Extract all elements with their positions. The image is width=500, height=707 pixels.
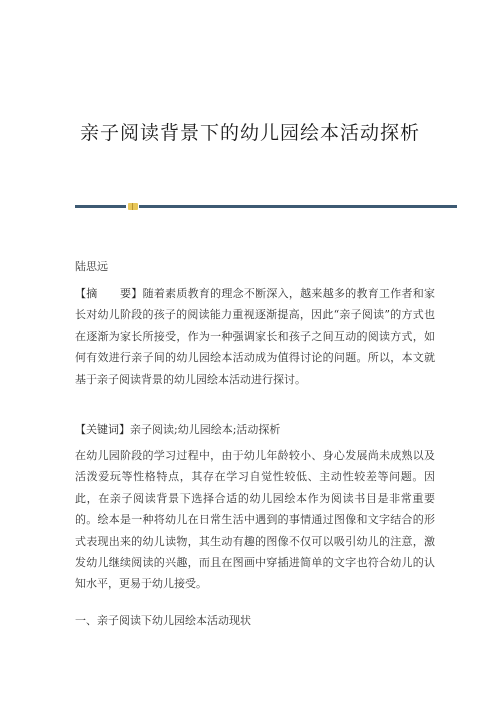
divider-bar-right	[139, 205, 457, 208]
book-icon	[128, 203, 138, 210]
keywords-line	[75, 419, 435, 440]
keywords-text: 亲子阅读;幼儿园绘本;活动探析	[130, 423, 281, 436]
divider-bar-left	[75, 205, 126, 208]
section-heading: 一、亲子阅读下幼儿园绘本活动现状	[75, 614, 251, 627]
document-title: 亲子阅读背景下的幼儿园绘本活动探析	[79, 122, 420, 144]
author-name: 陆思远	[75, 260, 108, 273]
body-paragraph: 在幼儿园阶段的学习过程中，由于幼儿年龄较小、身心发展尚未成熟以及活泼爱玩等性格特点，其存在学习自觉性较低、主动性较差等问题。因此，在亲子阅读背景下选择合适的幼儿园绘本作为阅读书目是非常重要的。绘本是一种将幼儿在日常生活中遇到的事情通过图像和文字结合的形式表现出来的幼儿读物，其生动有趣的图像不仅可以吸引幼儿的注意，激发幼儿继续阅读的兴趣，而且在图画中穿插进简单的文字也符合幼儿的认知水平，更易于幼儿接受。	[75, 449, 435, 591]
abstract-text: 随着素质教育的理念不断深入，越来越多的教育工作者和家长对幼儿阶段的孩子的阅读能力重视逐渐提高，因此“亲子阅读”的方式也在逐渐为家长所接受，作为一种强调家长和孩子之间互动的阅读方式，如何有效进行亲子间的幼儿园绘本活动成为值得讨论的问题。所以，本文就基于亲子阅读背景的幼儿园绘本活动进行探讨。	[75, 287, 436, 386]
abstract-label: 【摘 要】	[75, 287, 143, 300]
title-divider	[75, 203, 457, 209]
abstract-paragraph	[75, 283, 435, 390]
keywords-label: 【关键词】	[75, 423, 130, 436]
